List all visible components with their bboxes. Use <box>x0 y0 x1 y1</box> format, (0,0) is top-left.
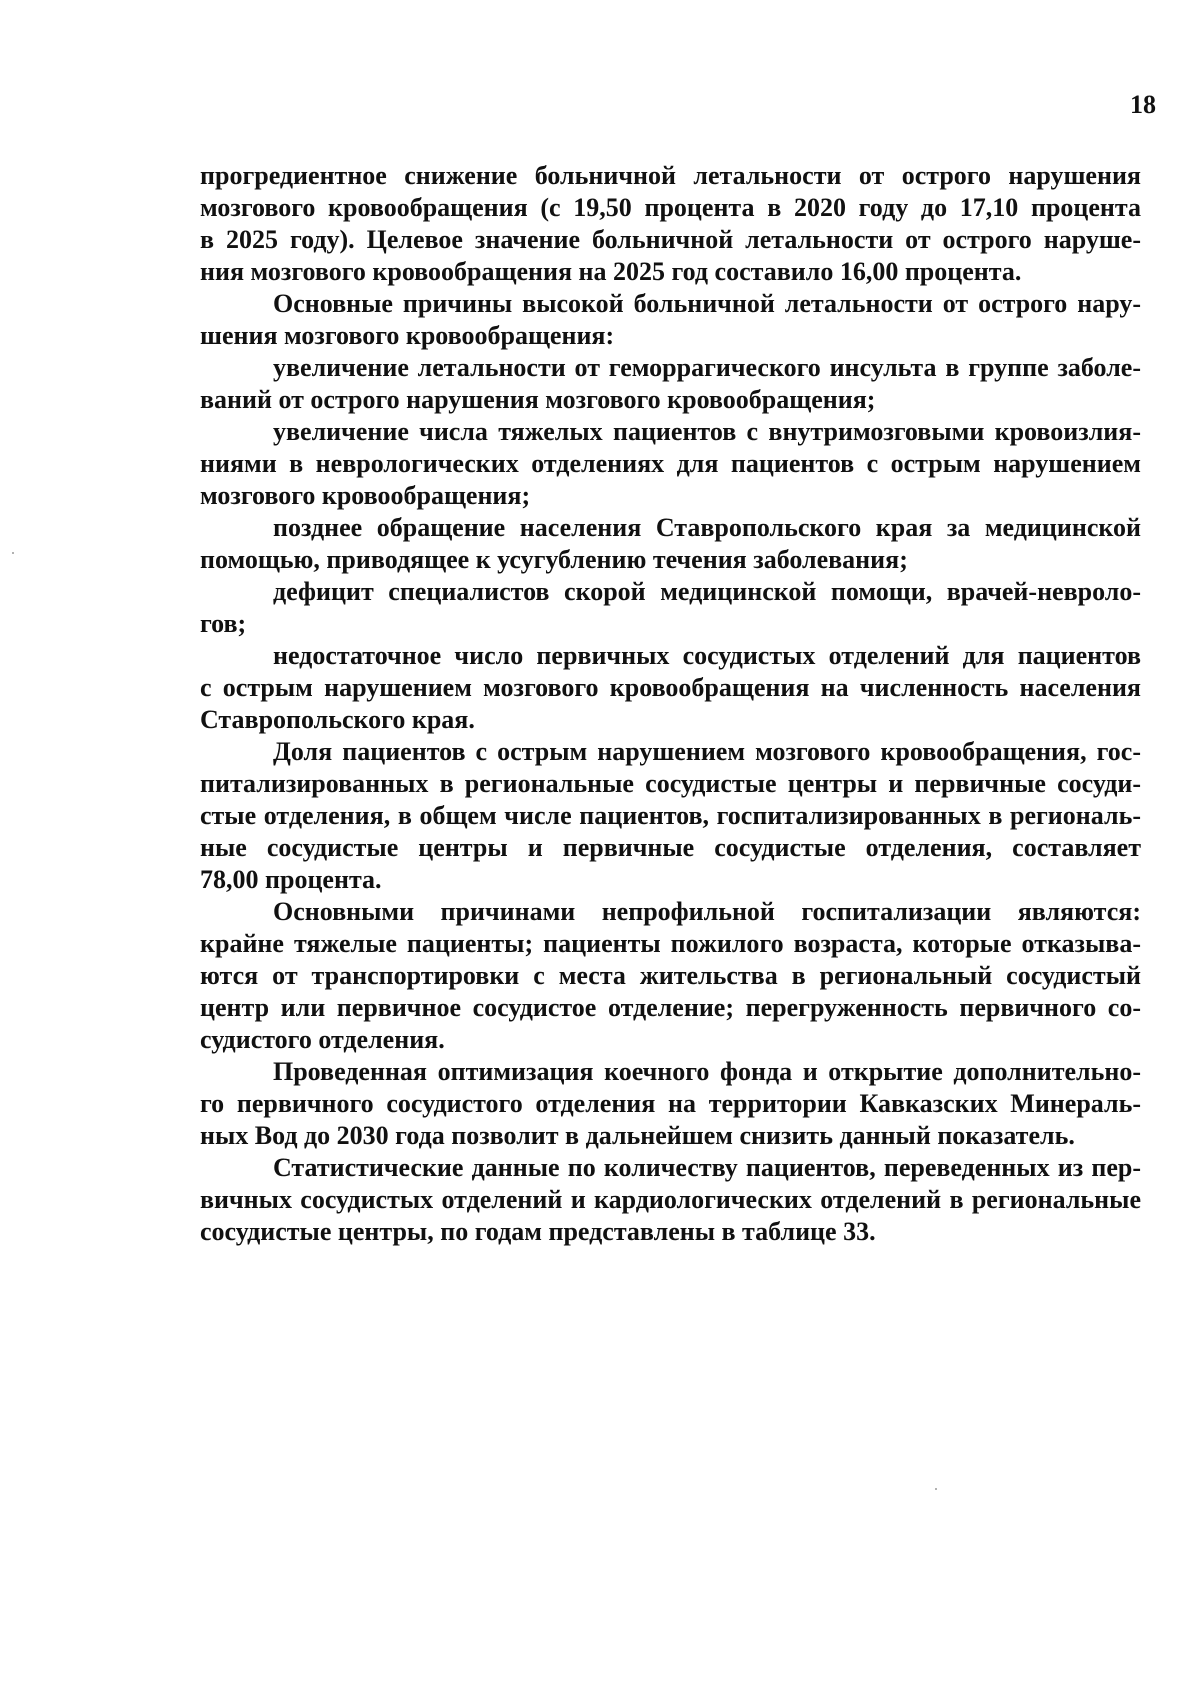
text-line: увеличение летальности от геморрагического инсульта в группе заболе- <box>273 353 1141 382</box>
text-line: ниями в неврологических отделениях для пациентов с острым нарушением <box>200 449 1141 478</box>
text-line: шения мозгового кровообращения: <box>200 321 615 350</box>
text-line: ных Вод до 2030 года позволит в дальнейшем снизить данный показатель. <box>200 1121 1075 1150</box>
text-line: центр или первичное сосудистое отделение; перегруженность первичного со- <box>200 993 1141 1022</box>
paragraph <box>200 160 1141 288</box>
text-line: ния мозгового кровообращения на 2025 год составило 16,00 процента. <box>200 257 1022 286</box>
list-item-paragraph <box>200 352 1141 416</box>
text-line: стые отделения, в общем числе пациентов, госпитализированных в региональ- <box>200 801 1141 830</box>
text-line: помощью, приводящее к усугублению течения заболевания; <box>200 545 908 574</box>
text-line: ются от транспортировки с места жительства в региональный сосудистый <box>200 961 1141 990</box>
paragraph <box>200 288 1141 352</box>
text-line: крайне тяжелые пациенты; пациенты пожилого возраста, которые отказыва- <box>200 929 1141 958</box>
paragraph <box>200 736 1141 896</box>
text-line: сосудистые центры, по годам представлены в таблице 33. <box>200 1217 876 1246</box>
text-line: ваний от острого нарушения мозгового кровообращения; <box>200 385 876 414</box>
list-item-paragraph <box>200 512 1141 576</box>
text-line: гов; <box>200 609 247 638</box>
list-item-paragraph <box>200 576 1141 640</box>
text-line: с острым нарушением мозгового кровообращения на численность населения <box>200 673 1141 702</box>
text-line: недостаточное число первичных сосудистых отделений для пациентов <box>273 641 1141 670</box>
scan-artifact <box>935 1488 937 1490</box>
scan-artifact <box>12 552 14 554</box>
text-line: Основные причины высокой больничной летальности от острого нару- <box>273 289 1141 318</box>
text-line: Основными причинами непрофильной госпитализации являются: <box>273 897 1141 926</box>
text-line: мозгового кровообращения; <box>200 481 531 510</box>
text-line: питализированных в региональные сосудистые центры и первичные сосуди- <box>200 769 1141 798</box>
text-line: прогредиентное снижение больничной летальности от острого нарушения <box>200 161 1141 190</box>
text-line: 78,00 процента. <box>200 865 382 894</box>
text-line: в 2025 году). Целевое значение больничной летальности от острого наруше- <box>200 225 1141 254</box>
text-line: позднее обращение населения Ставропольского края за медицинской <box>273 513 1141 542</box>
text-line: Проведенная оптимизация коечного фонда и открытие дополнительно- <box>273 1057 1141 1086</box>
text-line: Доля пациентов с острым нарушением мозгового кровообращения, гос- <box>273 737 1141 766</box>
list-item-paragraph <box>200 416 1141 512</box>
paragraph <box>200 896 1141 1056</box>
paragraph <box>200 1152 1141 1248</box>
text-line: дефицит специалистов скорой медицинской помощи, врачей-невроло- <box>273 577 1141 606</box>
page-number: 18 <box>1130 90 1156 119</box>
text-line: увеличение числа тяжелых пациентов с внутримозговыми кровоизлия- <box>273 417 1141 446</box>
text-line: судистого отделения. <box>200 1025 445 1054</box>
text-line: го первичного сосудистого отделения на территории Кавказских Минераль- <box>200 1089 1141 1118</box>
text-line: Статистические данные по количеству пациентов, переведенных из пер- <box>273 1153 1141 1182</box>
text-line: вичных сосудистых отделений и кардиологических отделений в региональные <box>200 1185 1141 1214</box>
list-item-paragraph <box>200 640 1141 736</box>
body-text <box>200 160 1141 1248</box>
text-line: мозгового кровообращения (с 19,50 процента в 2020 году до 17,10 процента <box>200 193 1141 222</box>
text-line: Ставропольского края. <box>200 705 475 734</box>
paragraph <box>200 1056 1141 1152</box>
text-line: ные сосудистые центры и первичные сосудистые отделения, составляет <box>200 833 1141 862</box>
